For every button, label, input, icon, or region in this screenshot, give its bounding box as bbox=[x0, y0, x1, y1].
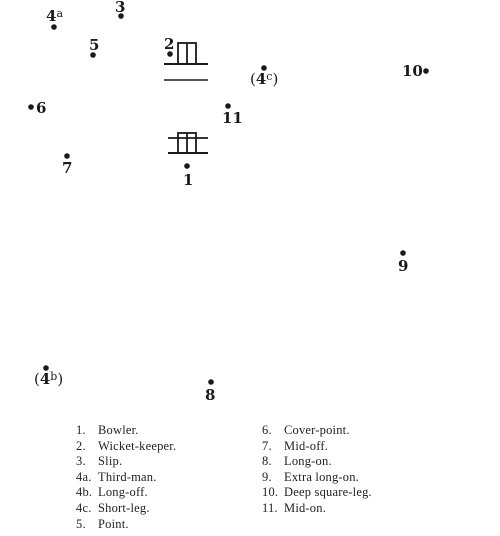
legend-position-name: Cover-point. bbox=[284, 423, 350, 437]
legend-position-name: Mid-on. bbox=[284, 500, 327, 515]
fielders-layer bbox=[28, 0, 429, 404]
legend-position-name: Slip. bbox=[98, 454, 123, 469]
legend-item bbox=[262, 439, 372, 455]
fielder-1 bbox=[183, 163, 193, 189]
legend-position-name: Deep square-leg. bbox=[284, 485, 372, 500]
fielder-dot-11 bbox=[225, 103, 231, 109]
fielder-label-10: 10 bbox=[402, 62, 423, 80]
fielder-9 bbox=[398, 250, 408, 275]
legend-position-name: Long-on. bbox=[284, 454, 332, 469]
legend-number: 4a. bbox=[76, 469, 92, 484]
fielder-label-9: 9 bbox=[398, 257, 409, 275]
legend-item bbox=[76, 470, 176, 486]
fielder-label-3: 3 bbox=[115, 0, 126, 16]
legend-number: 5. bbox=[76, 516, 86, 531]
fielder-label-8: 8 bbox=[205, 386, 216, 404]
legend-position-name: Bowler. bbox=[98, 423, 139, 437]
fielder-10 bbox=[402, 62, 429, 80]
legend-position-name: Mid-off. bbox=[284, 438, 329, 453]
fielder-label-7: 7 bbox=[62, 159, 73, 177]
fielder-4a bbox=[46, 7, 63, 30]
legend-item bbox=[262, 423, 372, 439]
legend-right-column bbox=[262, 423, 372, 517]
legend-number: 2. bbox=[76, 438, 86, 453]
legend-number: 3. bbox=[76, 454, 86, 469]
fielder-dot-7 bbox=[64, 153, 70, 159]
legend-item bbox=[262, 485, 372, 501]
legend-item bbox=[76, 423, 176, 439]
fielder-2 bbox=[164, 35, 174, 57]
fielder-label-4c: (4$^c$) bbox=[250, 70, 279, 88]
legend-item bbox=[262, 454, 372, 470]
bottom-wicket bbox=[168, 133, 208, 153]
legend-item bbox=[262, 501, 372, 517]
fielder-label-2: 2 bbox=[164, 35, 175, 53]
legend-item bbox=[76, 439, 176, 455]
legend-number: 9. bbox=[262, 469, 272, 484]
legend-position-name: Third-man. bbox=[98, 469, 157, 484]
fielder-8 bbox=[205, 379, 215, 404]
fielder-11 bbox=[222, 103, 243, 127]
legend-number: 4b. bbox=[76, 485, 93, 500]
legend-position-name: Point. bbox=[98, 516, 129, 531]
fielder-dot-4a bbox=[51, 24, 57, 30]
legend-number: 10. bbox=[262, 485, 279, 500]
legend-number: 4c. bbox=[76, 500, 92, 515]
legend-number: 1. bbox=[76, 423, 86, 437]
legend-position-name: Short-leg. bbox=[98, 500, 150, 515]
legend-position-name: Long-off. bbox=[98, 485, 148, 500]
legend-number: 11. bbox=[262, 500, 278, 515]
legend-item bbox=[76, 501, 176, 517]
legend-position-name: Extra long-on. bbox=[284, 469, 360, 484]
legend-number: 7. bbox=[262, 438, 272, 453]
fielder-label-6: 6 bbox=[36, 99, 47, 117]
legend-number: 8. bbox=[262, 454, 272, 469]
fielder-6 bbox=[28, 99, 46, 117]
fielder-7 bbox=[62, 153, 72, 177]
fielder-dot-8 bbox=[208, 379, 214, 385]
legend-item bbox=[262, 470, 372, 486]
legend-item bbox=[76, 454, 176, 470]
fielder-label-11: 11 bbox=[222, 109, 243, 127]
legend-left-column bbox=[76, 423, 176, 532]
fielder-4b bbox=[34, 365, 63, 388]
fielder-dot-6 bbox=[28, 104, 34, 110]
legend-number: 6. bbox=[262, 423, 272, 437]
fielder-label-5: 5 bbox=[89, 36, 100, 54]
fielder-3 bbox=[115, 0, 125, 19]
fielder-dot-10 bbox=[423, 68, 429, 74]
fielder-label-4b: (4$^b$) bbox=[34, 370, 64, 388]
fielder-dot-1 bbox=[184, 163, 190, 169]
legend-position-name: Wicket-keeper. bbox=[98, 438, 177, 453]
fielder-label-1: 1 bbox=[183, 171, 194, 189]
fielder-4c bbox=[250, 65, 278, 88]
legend-item bbox=[76, 517, 176, 533]
fielder-dot-9 bbox=[400, 250, 406, 256]
fielder-5 bbox=[89, 36, 99, 58]
legend-item bbox=[76, 485, 176, 501]
fielder-label-4a: 4$^a$ bbox=[46, 7, 63, 25]
